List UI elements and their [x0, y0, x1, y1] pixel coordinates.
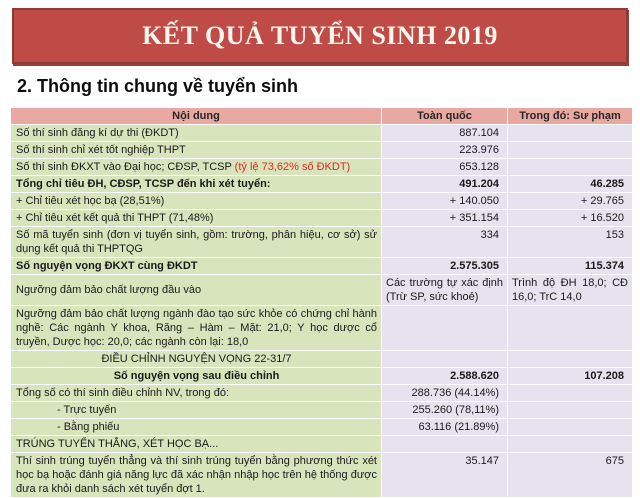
row-label: Số thí sinh chỉ xét tốt nghiệp THPT: [16, 144, 186, 156]
toan-quoc-cell: 653.128: [382, 159, 508, 176]
row-label: ĐIỀU CHỈNH NGUYỆN VỌNG 22-31/7: [101, 353, 292, 365]
header-su-pham: Trong đó: Sư phạm: [508, 108, 633, 125]
banner-title: KẾT QUẢ TUYỂN SINH 2019: [142, 21, 498, 50]
row-label-cell: [11, 453, 382, 498]
table-row: [11, 419, 633, 436]
table-row: [11, 159, 633, 176]
toan-quoc-cell: [382, 306, 508, 351]
su-pham-cell: Trình độ ĐH 18,0; CĐ 16,0; TrC 14,0: [508, 275, 633, 306]
table-row: [11, 306, 633, 351]
su-pham-cell: [508, 385, 633, 402]
table-row: [11, 275, 633, 306]
toan-quoc-cell: [382, 436, 508, 453]
toan-quoc-cell: 35.147: [382, 453, 508, 498]
row-label: + Chỉ tiêu xét học bạ (28,51%): [16, 195, 165, 207]
row-label-cell: [11, 227, 382, 258]
row-label: + Chỉ tiêu xét kết quả thi THPT (71,48%): [16, 212, 214, 224]
toan-quoc-cell: 334: [382, 227, 508, 258]
table-row: [11, 210, 633, 227]
table-row: [11, 436, 633, 453]
header-noi-dung: Nội dung: [11, 108, 382, 125]
su-pham-cell: [508, 351, 633, 368]
su-pham-cell: 46.285: [508, 176, 633, 193]
row-label: - Bằng phiếu: [57, 421, 120, 433]
row-label: Số thí sinh ĐKXT vào Đại học; CĐSP, TCSP: [16, 161, 232, 173]
table-row: [11, 351, 633, 368]
row-label-cell: [11, 176, 382, 193]
row-label-cell: [11, 385, 382, 402]
row-label: Ngưỡng đảm bảo chất lượng ngành đào tạo sức khỏe có chứng chỉ hành nghề: Các ngành Y khoa, Răng – Hàm – Mặt: 21,0; Y học dược cổ truyền, Dược học: 20,0; các ngành còn lại: 18,0: [16, 308, 377, 348]
row-label: Số nguyện vọng sau điều chỉnh: [113, 370, 280, 382]
table-row: [11, 176, 633, 193]
su-pham-cell: [508, 306, 633, 351]
row-label: Tổng số có thí sinh điều chỉnh NV, trong đó:: [16, 387, 230, 399]
su-pham-cell: [508, 142, 633, 159]
toan-quoc-cell: + 351.154: [382, 210, 508, 227]
header-toan-quoc: Toàn quốc: [382, 108, 508, 125]
toan-quoc-cell: 2.575.305: [382, 258, 508, 275]
table-row: [11, 258, 633, 275]
row-label-cell: [11, 306, 382, 351]
toan-quoc-cell: Các trường tự xác định (Trừ SP, sức khoẻ): [382, 275, 508, 306]
toan-quoc-cell: + 140.050: [382, 193, 508, 210]
toan-quoc-cell: 288.736 (44.14%): [382, 385, 508, 402]
row-label: Thí sinh trúng tuyển thẳng và thí sinh trúng tuyển bằng phương thức xét học bạ hoặc đánh giá năng lực đã xác nhận nhập học trên hệ thống được đưa ra khỏi danh sách xét tuyển đợt 1.: [16, 455, 377, 495]
admission-table: [10, 107, 633, 498]
row-label-cell: [11, 436, 382, 453]
table-row: [11, 125, 633, 142]
row-label: Số mã tuyển sinh (đơn vị tuyển sinh, gồm: trường, phân hiệu, cơ sở) sử dụng kết quả thi THPTQG: [16, 229, 377, 255]
toan-quoc-cell: 63.116 (21.89%): [382, 419, 508, 436]
row-label-cell: [11, 351, 382, 368]
row-label-cell: [11, 142, 382, 159]
su-pham-cell: 153: [508, 227, 633, 258]
table-row: [11, 142, 633, 159]
toan-quoc-cell: 2.588.620: [382, 368, 508, 385]
su-pham-cell: 115.374: [508, 258, 633, 275]
row-label-cell: [11, 258, 382, 275]
row-label-cell: [11, 125, 382, 142]
table-row: [11, 368, 633, 385]
table-header-row: [11, 108, 633, 125]
toan-quoc-cell: 223.976: [382, 142, 508, 159]
su-pham-cell: 675: [508, 453, 633, 498]
su-pham-cell: 107.208: [508, 368, 633, 385]
row-label-cell: [11, 402, 382, 419]
su-pham-cell: [508, 419, 633, 436]
row-label-cell: [11, 419, 382, 436]
section-title: 2. Thông tin chung về tuyển sinh: [17, 76, 299, 96]
row-label-cell: [11, 210, 382, 227]
su-pham-cell: [508, 436, 633, 453]
row-label-cell: [11, 275, 382, 306]
row-label: Tổng chỉ tiêu ĐH, CĐSP, TCSP đến khi xét tuyển:: [16, 178, 271, 190]
row-label-cell: [11, 368, 382, 385]
row-label-cell: [11, 193, 382, 210]
row-label: Số nguyện vọng ĐKXT cùng ĐKDT: [16, 260, 198, 272]
table-row: [11, 227, 633, 258]
row-label: TRÚNG TUYỂN THẲNG, XÉT HỌC BẠ...: [16, 438, 219, 450]
toan-quoc-cell: 491.204: [382, 176, 508, 193]
su-pham-cell: + 29.765: [508, 193, 633, 210]
table-row: [11, 193, 633, 210]
banner: [12, 8, 628, 64]
toan-quoc-cell: 887.104: [382, 125, 508, 142]
su-pham-cell: [508, 125, 633, 142]
table-row: [11, 385, 633, 402]
su-pham-cell: [508, 159, 633, 176]
toan-quoc-cell: [382, 351, 508, 368]
su-pham-cell: [508, 402, 633, 419]
table-row: [11, 402, 633, 419]
row-label-highlight: (tỷ lệ 73,62% số ĐKDT): [231, 161, 351, 173]
row-label-cell: [11, 159, 382, 176]
table-row: [11, 453, 633, 498]
row-label: - Trực tuyến: [57, 404, 117, 416]
toan-quoc-cell: 255.260 (78,11%): [382, 402, 508, 419]
row-label: Ngưỡng đảm bảo chất lượng đầu vào: [16, 284, 202, 296]
row-label: Số thí sinh đăng kí dự thi (ĐKDT): [16, 127, 179, 139]
su-pham-cell: + 16.520: [508, 210, 633, 227]
